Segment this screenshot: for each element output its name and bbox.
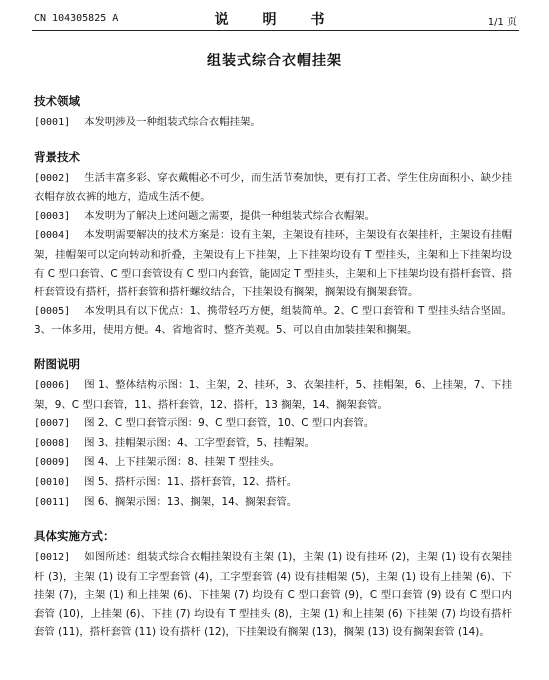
paragraph-number: [0002] — [34, 172, 71, 184]
paragraph-number: [0009] — [34, 457, 71, 469]
document-body — [34, 93, 512, 642]
paragraph — [34, 226, 512, 301]
paragraph — [34, 376, 512, 414]
paragraph-text: 图 1、整体结构示图：1、主架，2、挂环，3、衣架挂杆，5、挂帽架，6、上挂架，7、下挂架，9、C 型口套管，11、搭杆套管，12、搭杆，13 搁架，14、搁架套管。 — [34, 378, 512, 411]
paragraph — [34, 302, 512, 340]
paragraph-number: [0011] — [34, 496, 71, 508]
section-heading: 附图说明 — [34, 356, 80, 371]
paragraph — [34, 207, 512, 227]
paragraph-text: 如图所述：组装式综合衣帽挂架设有主架 (1)，主架 (1) 设有挂环 (2)，主架 (1) 设有衣架挂杆 (3)，主架 (1) 设有工字型套管 (4)，工字型套管 (4) 设有挂帽架 (5)，主架 (1) 设有上挂架 (6)、下挂架 (7)，主架 (1) 和上挂架 (6)、下挂架 (7) 均设有 C 型口套管 (9)，C 型口套管 (9) 设有 C 型口内套管 (10)，上挂架 (6)、下挂 (7) 均设有 T 型挂头 (8)，主架 (1) 和上挂架 (6) 下挂架 (7) 均设有搭杆套管 (11)，搭杆套管 (11) 设有搭杆 (12)，下挂架设有搁架 (13)，搁架 (13) 设有搁架套管 (14)。 — [34, 551, 512, 639]
document-title: 组装式综合衣帽挂架 — [207, 53, 342, 69]
paragraph-number: [0004] — [34, 230, 71, 242]
paragraph-number: [0006] — [34, 379, 71, 391]
page-number: 1/1 页 — [487, 17, 517, 28]
paragraph-text: 本发明为了解决上述问题之需要，提供一种组装式综合衣帽架。 — [84, 209, 376, 222]
paragraph-text: 本发明具有以下优点：1、携带轻巧方便，组装简单。2、C 型口套管和 T 型挂头结合坚固。3、一体多用，使用方便。4、省地省时、整齐美观。5、可以自由加装挂架和搁架。 — [34, 304, 512, 337]
paragraph-number: [0001] — [34, 117, 71, 128]
paragraph-text: 图 4、上下挂架示图：8、挂架 T 型挂头。 — [84, 456, 280, 469]
paragraph-text: 图 3、挂帽架示图：4、工字型套管，5、挂帽架。 — [84, 436, 316, 449]
section-heading: 具体实施方式： — [34, 529, 115, 544]
paragraph-text: 图 5、搭杆示图：11、搭杆套管，12、搭杆。 — [84, 475, 298, 488]
paragraph-number: [0010] — [34, 476, 71, 488]
paragraph — [34, 169, 512, 207]
section-gap — [34, 512, 512, 528]
paragraph — [34, 453, 512, 473]
paragraph-number: [0012] — [34, 552, 71, 564]
paragraph — [34, 548, 512, 642]
section-gap — [34, 340, 512, 356]
patent-number: CN 104305825 A — [34, 13, 119, 24]
paragraph — [34, 473, 512, 493]
paragraph — [34, 414, 512, 434]
section-heading: 背景技术 — [34, 149, 80, 164]
paragraph-number: [0007] — [34, 418, 71, 430]
section-heading: 技术领域 — [34, 94, 80, 108]
paragraph-text: 图 2、C 型口套管示图：9、C 型口套管，10、C 型口内套管。 — [84, 417, 375, 430]
paragraph-text: 图 6、搁架示图：13、搁架，14、搁架套管。 — [84, 495, 298, 508]
paragraph-text: 生活丰富多彩、穿衣戴帽必不可少，而生活节奏加快，更有打工者、学生住房面积小、缺少挂衣帽存放衣裤的地方，造成生活不便。 — [34, 171, 512, 204]
section-gap — [34, 133, 512, 149]
paragraph-text: 本发明涉及一种组装式综合衣帽挂架。 — [84, 116, 261, 128]
paragraph — [34, 493, 512, 513]
paragraph-number: [0003] — [34, 210, 71, 222]
paragraph — [34, 434, 512, 454]
paragraph — [34, 113, 512, 133]
document-type: 说 明 书 — [214, 12, 335, 28]
paragraph-number: [0005] — [34, 305, 71, 317]
header-divider — [32, 30, 519, 31]
paragraph-text: 本发明需要解决的技术方案是：设有主架，主架设有挂环，主架设有衣架挂杆，主架设有挂帽架，挂帽架可以定向转动和折叠，主架设有上下挂架，上下挂架均设有 T 型挂头，主架和上下挂架均设有 C 型口套管、C 型口套管设有 C 型口内套管，能固定 T 型挂头，主架和上下挂架均设有搭杆套管、搭杆套管设有搭杆，搭杆套管和搭杆螺纹结合，下挂架设有搁架，搁架设有搁架套管。 — [34, 229, 512, 299]
paragraph-number: [0008] — [34, 437, 71, 449]
